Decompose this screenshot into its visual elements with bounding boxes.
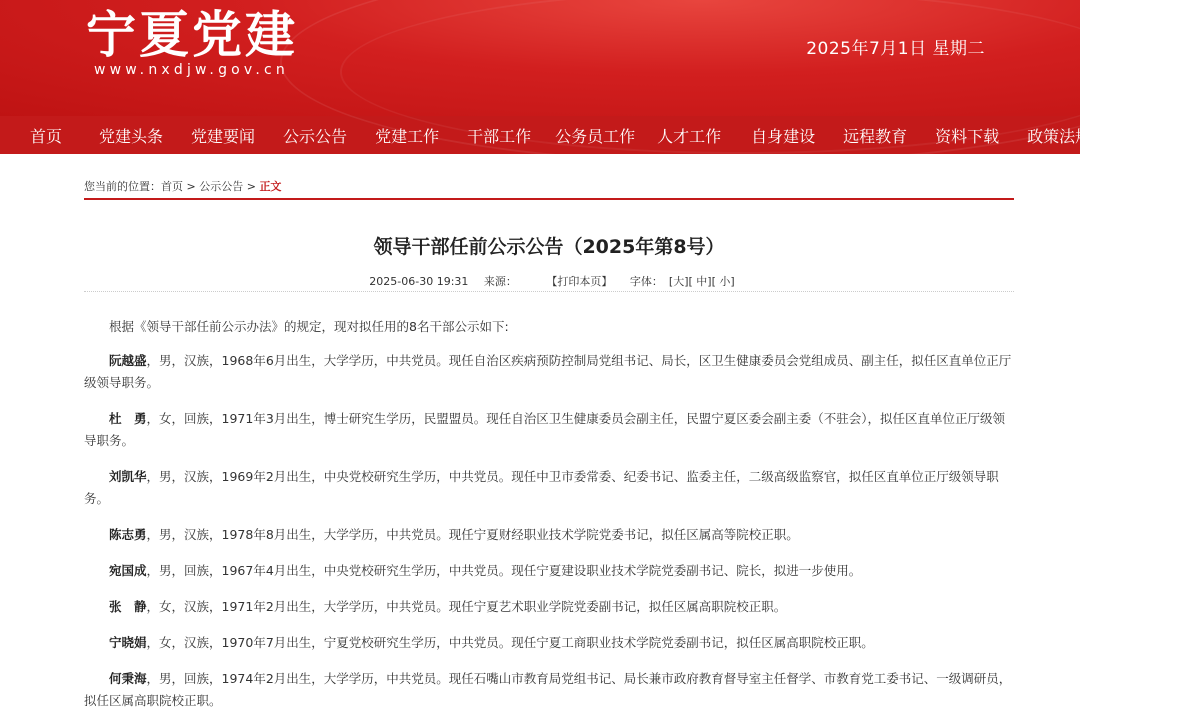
- breadcrumb-divider: [84, 198, 1014, 200]
- current-date: 2025年7月1日 星期二: [806, 39, 985, 59]
- person-name: 宁晓娟: [109, 635, 147, 650]
- person-description: ，男，回族，1974年2月出生，大学学历，中共党员。现任石嘴山市教育局党组书记、局长兼市政府教育督导室主任督学、市教育党工委书记、一级调研员，拟任区属高职院校正职。: [84, 671, 1012, 708]
- person-description: ，女，汉族，1970年7月出生，宁夏党校研究生学历，中共党员。现任宁夏工商职业技术学院党委副书记，拟任区属高职院校正职。: [146, 635, 874, 650]
- person-name: 阮越盛: [109, 353, 147, 368]
- breadcrumb-section-link[interactable]: 公示公告: [199, 180, 244, 193]
- breadcrumb: [84, 178, 281, 194]
- person-entry: [84, 668, 1014, 712]
- article-datetime: 2025-06-30 19:31: [369, 275, 469, 288]
- person-name: 张 静: [109, 599, 147, 614]
- nav-item-self-building[interactable]: 自身建设: [751, 126, 816, 146]
- breadcrumb-separator: >: [183, 180, 200, 193]
- meta-divider: [84, 291, 1014, 292]
- nav-item-news[interactable]: 党建要闻: [191, 126, 256, 146]
- site-header: [0, 0, 1080, 116]
- font-size-label: 字体：: [629, 275, 663, 288]
- nav-item-cadre-work[interactable]: 干部工作: [467, 126, 532, 146]
- site-logo[interactable]: [86, 6, 298, 78]
- breadcrumb-home-link[interactable]: 首页: [161, 180, 183, 193]
- person-entry: [84, 596, 1014, 618]
- nav-item-remote-education[interactable]: 远程教育: [843, 126, 908, 146]
- nav-item-announcements[interactable]: 公示公告: [283, 126, 348, 146]
- nav-item-downloads[interactable]: 资料下载: [935, 126, 1000, 146]
- nav-item-talent[interactable]: 人才工作: [657, 126, 722, 146]
- person-name: 刘凯华: [109, 469, 147, 484]
- person-description: ，女，汉族，1971年2月出生，大学学历，中共党员。现任宁夏艺术职业学院党委副书记，拟任区属高职院校正职。: [146, 599, 787, 614]
- person-name: 何秉海: [109, 671, 147, 686]
- nav-item-policies[interactable]: 政策法规: [1027, 126, 1092, 146]
- breadcrumb-prefix: 您当前的位置：: [84, 180, 161, 193]
- article-body: [84, 316, 1014, 726]
- nav-item-home[interactable]: 首页: [30, 126, 63, 146]
- font-size-small-link[interactable]: [ 小]: [711, 275, 735, 288]
- article-source-label: 来源：: [483, 275, 517, 288]
- article-intro: 根据《领导干部任前公示办法》的规定，现对拟任用的8名干部公示如下:: [109, 319, 509, 334]
- nav-item-civil-servant[interactable]: 公务员工作: [555, 126, 636, 146]
- print-page-link[interactable]: 【打印本页】: [546, 275, 613, 288]
- nav-item-party-work[interactable]: 党建工作: [375, 126, 440, 146]
- person-description: ，男，汉族，1969年2月出生，中央党校研究生学历，中共党员。现任中卫市委常委、纪委书记、监委主任，二级高级监察官，拟任区直单位正厅级领导职务。: [84, 469, 999, 506]
- logo-domain: www.nxdjw.gov.cn: [94, 62, 289, 78]
- breadcrumb-separator: >: [243, 180, 260, 193]
- person-description: ，女，回族，1971年3月出生，博士研究生学历，民盟盟员。现任自治区卫生健康委员会副主任，民盟宁夏区委会副主委（不驻会），拟任区直单位正厅级领导职务。: [84, 411, 1006, 448]
- person-entry: [84, 466, 1014, 510]
- font-size-medium-link[interactable]: [ 中]: [688, 275, 712, 288]
- person-description: ，男，回族，1967年4月出生，中央党校研究生学历，中共党员。现任宁夏建设职业技术学院党委副书记、院长，拟进一步使用。: [146, 563, 862, 578]
- person-entry: [84, 408, 1014, 452]
- person-entry: [84, 632, 1014, 654]
- breadcrumb-current: 正文: [259, 180, 282, 193]
- person-description: ，男，汉族，1978年8月出生，大学学历，中共党员。现任宁夏财经职业技术学院党委书记，拟任区属高等院校正职。: [146, 527, 799, 542]
- person-name: 陈志勇: [109, 527, 147, 542]
- person-entry: [84, 524, 1014, 546]
- person-description: ，男，汉族，1968年6月出生，大学学历，中共党员。现任自治区疾病预防控制局党组书记、局长，区卫生健康委员会党组成员、副主任，拟任区直单位正厅级领导职务。: [84, 353, 1012, 390]
- nav-item-headlines[interactable]: 党建头条: [99, 126, 164, 146]
- person-name: 杜 勇: [109, 411, 147, 426]
- person-entry: [84, 350, 1014, 394]
- article-title: 领导干部任前公示公告（2025年第8号）: [373, 236, 725, 258]
- article-meta: [84, 273, 1014, 289]
- logo-title: 宁夏党建: [86, 6, 298, 64]
- font-size-large-link[interactable]: [大]: [668, 275, 689, 288]
- person-entry: [84, 560, 1014, 582]
- person-name: 宛国成: [109, 563, 147, 578]
